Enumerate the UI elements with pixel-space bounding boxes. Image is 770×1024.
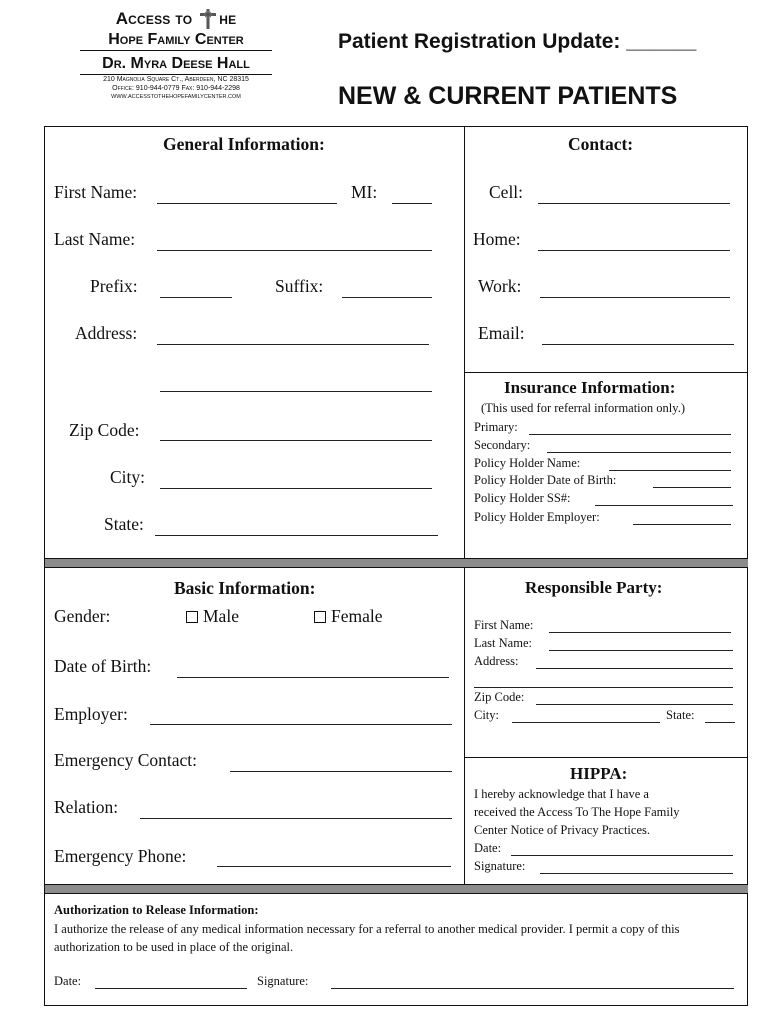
rp-address-label: Address:	[474, 654, 519, 668]
page-title: Patient Registration Update: ______	[338, 30, 697, 53]
address-label: Address:	[75, 323, 138, 343]
last-name-field[interactable]	[157, 250, 432, 251]
rp-zip-field[interactable]	[536, 704, 733, 705]
divider-contact-insurance	[464, 372, 748, 373]
work-field[interactable]	[540, 297, 730, 298]
last-name-label: Last Name:	[54, 229, 136, 249]
emergency-contact-label: Emergency Contact:	[54, 750, 198, 770]
dob-label: Date of Birth:	[54, 656, 152, 676]
rp-city-label: City:	[474, 708, 500, 722]
city-label: City:	[110, 467, 146, 487]
letterhead	[80, 8, 272, 102]
letterhead-line2: Hope Family Center	[80, 30, 272, 51]
employer-field[interactable]	[150, 724, 452, 725]
emergency-phone-label: Emergency Phone:	[54, 846, 187, 866]
email-field[interactable]	[542, 344, 734, 345]
letterhead-phones: Office: 910-944-0779 Fax: 910-944-2298	[112, 85, 240, 92]
holder-name-label: Policy Holder Name:	[474, 456, 581, 470]
emergency-contact-field[interactable]	[230, 771, 452, 772]
female-checkbox[interactable]	[314, 611, 326, 623]
holder-name-field[interactable]	[609, 470, 731, 471]
holder-dob-field[interactable]	[653, 487, 731, 488]
mi-label: MI:	[351, 182, 378, 202]
hippa-text-line1: I hereby acknowledge that I have a	[474, 787, 649, 801]
authorization-signature-label: Signature:	[257, 974, 309, 988]
hippa-signature-field[interactable]	[540, 873, 733, 874]
holder-ss-label: Policy Holder SS#:	[474, 491, 571, 505]
gender-male-option[interactable]	[186, 606, 239, 627]
address-field-line2[interactable]	[160, 391, 432, 392]
page-subtitle: NEW & CURRENT PATIENTS	[338, 82, 678, 110]
rp-state-label: State:	[666, 708, 695, 722]
work-label: Work:	[478, 276, 522, 296]
email-label: Email:	[478, 323, 525, 343]
rp-address-field-line1[interactable]	[536, 668, 733, 669]
authorization-date-label: Date:	[54, 974, 82, 988]
first-name-field[interactable]	[157, 203, 337, 204]
dob-field[interactable]	[177, 677, 449, 678]
rp-state-field[interactable]	[705, 722, 735, 723]
state-field[interactable]	[155, 535, 438, 536]
gender-label: Gender:	[54, 606, 111, 626]
female-label: Female	[331, 606, 383, 626]
address-field-line1[interactable]	[157, 344, 429, 345]
responsible-party-title: Responsible Party:	[525, 578, 663, 597]
prefix-label: Prefix:	[90, 276, 138, 296]
prefix-field[interactable]	[160, 297, 232, 298]
suffix-field[interactable]	[342, 297, 432, 298]
rp-zip-label: Zip Code:	[474, 690, 525, 704]
divider-vertical-middle	[464, 568, 465, 884]
letterhead-line1-start: Access to	[115, 9, 193, 28]
rp-address-field-line2[interactable]	[474, 687, 733, 688]
letterhead-address: 210 Magnolia Square Ct., Aberdeen, NC 28315	[103, 76, 249, 83]
rp-last-name-field[interactable]	[549, 650, 733, 651]
section-separator-2	[45, 884, 748, 894]
employer-label: Employer:	[54, 704, 128, 724]
rp-first-name-field[interactable]	[549, 632, 731, 633]
hippa-text-line2: received the Access To The Hope Family	[474, 805, 680, 819]
insurance-title: Insurance Information:	[504, 378, 676, 397]
hippa-date-label: Date:	[474, 841, 502, 855]
emergency-phone-field[interactable]	[217, 866, 451, 867]
mi-field[interactable]	[392, 203, 432, 204]
gender-female-option[interactable]	[314, 606, 383, 627]
registration-form	[44, 126, 748, 1006]
suffix-label: Suffix:	[275, 276, 324, 296]
hippa-text-line3: Center Notice of Privacy Practices.	[474, 823, 650, 837]
cross-t-icon	[199, 9, 217, 29]
zip-code-label: Zip Code:	[69, 420, 140, 440]
letterhead-line1	[80, 8, 272, 30]
section-separator-1	[45, 558, 748, 568]
city-field[interactable]	[160, 488, 432, 489]
zip-code-field[interactable]	[160, 440, 432, 441]
letterhead-line1-end: he	[219, 9, 237, 28]
basic-info-title: Basic Information:	[174, 578, 316, 598]
authorization-body: I authorize the release of any medical information necessary for a referral to another medical provider. I permit a copy of this authorization to be used in place of the original.	[54, 922, 680, 954]
primary-field[interactable]	[529, 434, 731, 435]
cell-label: Cell:	[489, 182, 524, 202]
authorization-date-field[interactable]	[95, 988, 247, 989]
divider-vertical-top	[464, 127, 465, 558]
home-field[interactable]	[538, 250, 730, 251]
holder-employer-field[interactable]	[633, 524, 731, 525]
general-info-title: General Information:	[163, 134, 325, 154]
rp-last-name-label: Last Name:	[474, 636, 532, 650]
contact-title: Contact:	[568, 134, 634, 154]
letterhead-line3: Dr. Myra Deese Hall	[80, 53, 272, 75]
male-checkbox[interactable]	[186, 611, 198, 623]
first-name-label: First Name:	[54, 182, 138, 202]
home-label: Home:	[473, 229, 521, 249]
relation-label: Relation:	[54, 797, 119, 817]
divider-responsible-hippa	[464, 757, 748, 758]
hippa-title: HIPPA:	[570, 764, 628, 783]
holder-ss-field[interactable]	[595, 505, 733, 506]
authorization-title: Authorization to Release Information:	[54, 903, 259, 917]
rp-first-name-label: First Name:	[474, 618, 534, 632]
holder-dob-label: Policy Holder Date of Birth:	[474, 473, 617, 487]
hippa-signature-label: Signature:	[474, 859, 526, 873]
state-label: State:	[104, 514, 144, 534]
primary-label: Primary:	[474, 420, 518, 434]
rp-city-field[interactable]	[512, 722, 660, 723]
letterhead-website: WWW.ACCESSTOTHEHOPEFAMILYCENTER.COM	[111, 94, 241, 100]
relation-field[interactable]	[140, 818, 452, 819]
holder-employer-label: Policy Holder Employer:	[474, 510, 600, 524]
secondary-field[interactable]	[547, 452, 731, 453]
hippa-date-field[interactable]	[511, 855, 733, 856]
male-label: Male	[203, 606, 239, 626]
insurance-note: (This used for referral information only.)	[481, 401, 685, 415]
authorization-signature-field[interactable]	[331, 988, 734, 989]
cell-field[interactable]	[538, 203, 730, 204]
secondary-label: Secondary:	[474, 438, 531, 452]
